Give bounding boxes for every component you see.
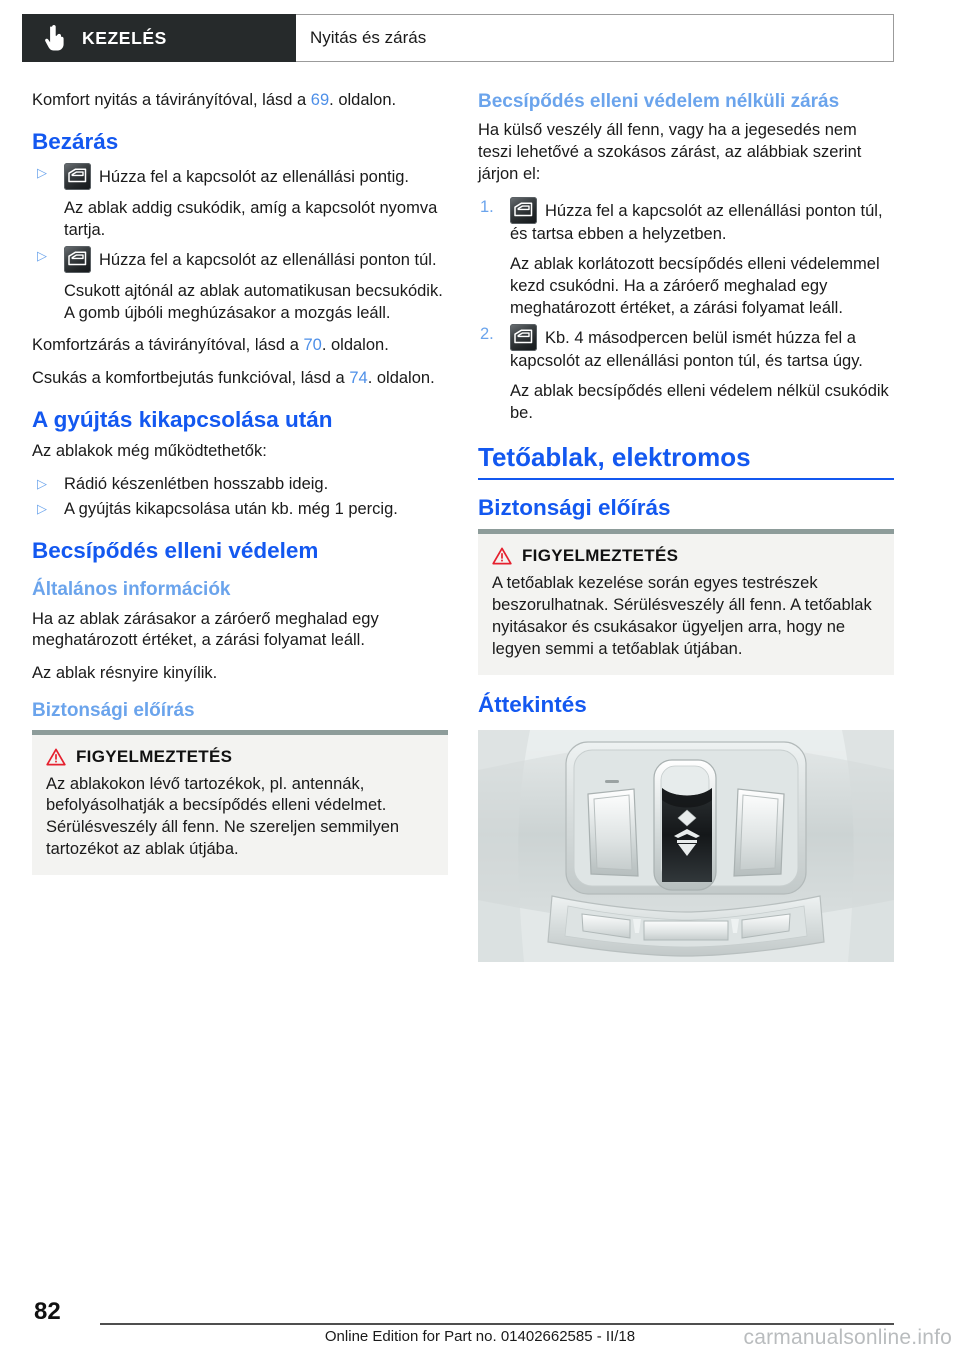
list-item: [32, 246, 448, 325]
heading-altalanos-informaciok: Általános információk: [32, 579, 231, 601]
csukas-text-after: . oldalon.: [367, 368, 435, 387]
intro-text-before: Komfort nyitás a távirányítóval, lásd a: [32, 91, 311, 109]
page-reference-74[interactable]: 74: [349, 368, 368, 387]
altalanos-paragraph-1: Ha az ablak zárásakor a záróerő meghalad egy meghatározott értéket, a zárási folyamat leáll.: [32, 609, 379, 650]
step-number: 2.: [480, 324, 494, 343]
list-item-text: Kb. 4 másodpercen belül ismét húzza fel a kapcsolót az ellenállási ponton túl, és tartsa úgy.: [510, 328, 863, 370]
warning-box-title: FIGYELMEZTETÉS: [522, 546, 679, 566]
bullet-arrow-icon: ▷: [37, 475, 47, 491]
heading-bezaras: Bezárás: [32, 128, 119, 154]
page-footer: [0, 1290, 960, 1362]
page-reference-69[interactable]: 69: [310, 91, 330, 109]
page-header: [22, 14, 894, 62]
bezaras-bullet-list: [32, 163, 448, 325]
warning-box-header: [492, 546, 880, 566]
warning-box-right: [478, 529, 894, 675]
car-door-icon: [510, 197, 537, 224]
list-item: [32, 474, 448, 496]
intro-paragraph: [32, 90, 448, 112]
nelkuli-intro-paragraph: Ha külső veszély áll fenn, vagy ha a jegesedés nem teszi lehetővé a szokásos zárást, az alábbiak szerint járjon el:: [478, 121, 862, 184]
komfortzaras-reference: [32, 335, 448, 357]
footer-divider: [100, 1323, 894, 1325]
bullet-arrow-icon: ▷: [37, 247, 47, 263]
page-reference-70[interactable]: 70: [303, 335, 322, 354]
bullet-arrow-icon: ▷: [37, 501, 47, 517]
header-section-label: Nyitás és zárás: [310, 28, 427, 47]
list-item: [478, 324, 894, 425]
warning-triangle-icon: [46, 748, 66, 766]
step-number: 1.: [480, 197, 494, 216]
header-section-block: [296, 14, 894, 62]
list-item-continuation: Az ablak korlátozott becsípődés elleni védelemmel kezd csukódni. Ha a záróerő meghalad egy meghatározott értéket, a zárási folyamat leáll.: [510, 254, 880, 317]
csukas-text-before: Csukás a komfortbejutás funkcióval, lásd a: [32, 368, 350, 387]
heading-biztonsagi-eloiras-left: Biztonsági előírás: [32, 700, 195, 722]
list-item-continuation: Csukott ajtónál az ablak automatikusan becsukódik. A gomb újbóli meghúzásakor a mozgás leáll.: [64, 281, 443, 322]
list-item-continuation: Az ablak addig csukódik, amíg a kapcsolót nyomva tartja.: [64, 198, 438, 239]
list-item: [32, 163, 448, 242]
komfortzaras-text-before: Komfortzárás a távirányítóval, lásd a: [32, 335, 304, 354]
page-number: 82: [34, 1298, 61, 1325]
list-item-continuation: Az ablak becsípődés elleni védelem nélkül csukódik be.: [510, 381, 889, 422]
warning-box-header: [46, 747, 434, 767]
car-door-icon: [64, 246, 91, 273]
warning-box-title: FIGYELMEZTETÉS: [76, 746, 233, 766]
heading-becsipodes-nelkuli-zaras: Becsípődés elleni védelem nélküli zárás: [478, 91, 840, 112]
list-item: [478, 197, 894, 320]
bullet-arrow-icon: ▷: [37, 164, 47, 180]
gyujtas-intro: Az ablakok még működtethetők:: [32, 441, 267, 460]
warning-box-left: [32, 730, 448, 876]
heading-biztonsagi-eloiras-right: Biztonsági előírás: [478, 495, 671, 521]
warning-box-text: Az ablakokon lévő tartozékok, pl. antennák, befolyásolhatják a becsípődés elleni védelmet. Sérülésveszély áll fenn. Ne szereljen semmilyen tartozékot az ablak útjába.: [46, 774, 400, 859]
heading-gyujtas-kikapcsolasa: A gyújtás kikapcsolása után: [32, 406, 333, 432]
altalanos-paragraph-2: Az ablak résnyire kinyílik.: [32, 664, 218, 683]
intro-text-after: . oldalon.: [329, 91, 397, 109]
numbered-step-list: [478, 197, 894, 425]
footer-edition-note: Online Edition for Part no. 01402662585 - II/18: [324, 1328, 636, 1345]
header-chapter-label: KEZELÉS: [82, 27, 167, 48]
warning-box-text: A tetőablak kezelése során egyes testrészek beszorulhatnak. Sérülésveszély áll fenn. A tetőablak nyitásakor és csukásakor ügyeljen arra, hogy ne legyen semmi a tetőablak útjában.: [492, 574, 872, 659]
csukas-reference: [32, 368, 448, 390]
header-chapter-block: [22, 14, 296, 62]
list-item-text: Húzza fel a kapcsolót az ellenállási pontig.: [99, 167, 410, 186]
car-door-icon: [510, 324, 537, 351]
heading-becsipodes-elleni-vedelem: Becsípődés elleni védelem: [32, 538, 319, 564]
left-column: [32, 90, 448, 885]
car-door-icon: [64, 163, 91, 190]
heading-attekintes: Áttekintés: [478, 692, 587, 718]
overhead-console-sunroof-controls-photo: [478, 730, 894, 962]
right-column: [478, 90, 894, 962]
list-item-text: Rádió készenlétben hosszabb ideig.: [64, 474, 329, 493]
warning-triangle-icon: [492, 547, 512, 565]
gyujtas-bullet-list: [32, 474, 448, 522]
list-item-text: Húzza fel a kapcsolót az ellenállási ponton túl.: [99, 250, 437, 269]
list-item-text: Húzza fel a kapcsolót az ellenállási ponton túl, és tartsa ebben a helyzetben.: [510, 201, 883, 243]
komfortzaras-text-after: . oldalon.: [321, 335, 389, 354]
list-item: [32, 499, 448, 521]
site-watermark: carmanualsonline.info: [743, 1326, 952, 1349]
pointing-hand-icon: [44, 25, 66, 51]
heading-tetoablak-elektromos: Tetőablak, elektromos: [478, 443, 894, 481]
list-item-text: A gyújtás kikapcsolása után kb. még 1 percig.: [64, 500, 398, 519]
